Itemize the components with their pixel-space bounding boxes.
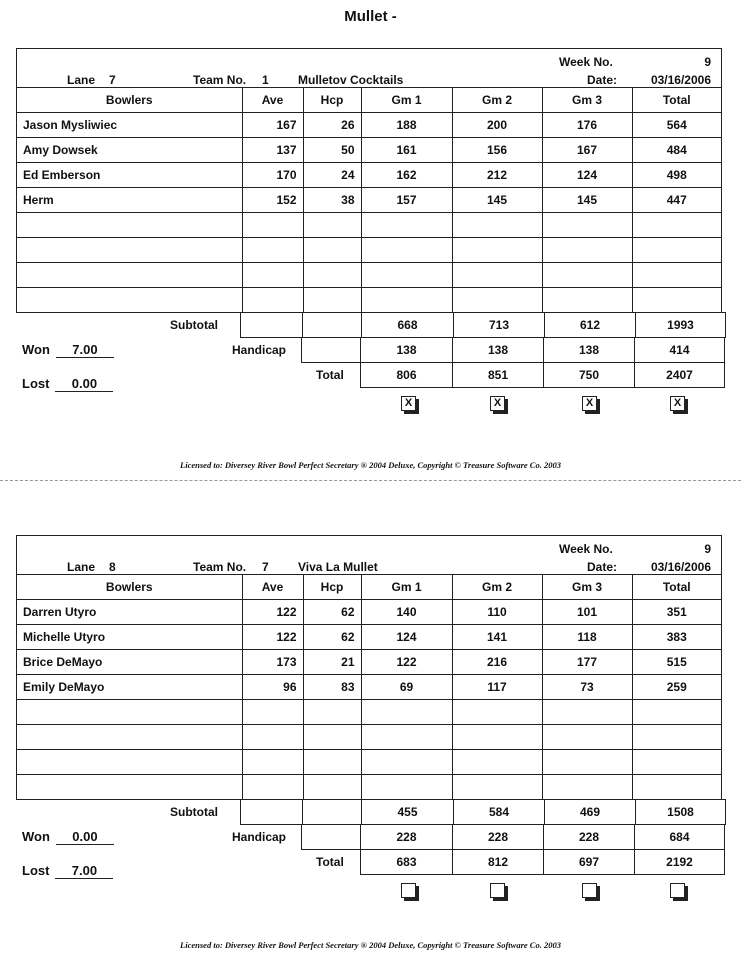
empty-cell bbox=[632, 750, 721, 775]
sheet-header bbox=[17, 49, 721, 88]
bowler-total: 564 bbox=[632, 113, 721, 138]
table-row bbox=[17, 775, 721, 800]
empty-cell bbox=[452, 750, 542, 775]
bowler-gm3: 167 bbox=[542, 138, 632, 163]
empty-cell bbox=[361, 263, 452, 288]
handicap-label: Handicap bbox=[232, 343, 287, 357]
handicap-gm2: 228 bbox=[453, 825, 544, 850]
empty-cell bbox=[452, 725, 542, 750]
team-name: Viva La Mullet bbox=[298, 560, 378, 574]
bowler-total: 498 bbox=[632, 163, 721, 188]
handicap-gm1: 138 bbox=[361, 338, 453, 363]
empty-cell bbox=[361, 750, 452, 775]
game-checkbox[interactable]: X bbox=[490, 396, 505, 411]
subtotal-row bbox=[240, 312, 726, 338]
handicap-gm3: 138 bbox=[544, 338, 635, 363]
empty-cell bbox=[303, 700, 361, 725]
total-gm2: 812 bbox=[453, 850, 544, 875]
bowler-gm3: 176 bbox=[542, 113, 632, 138]
empty-cell bbox=[542, 775, 632, 800]
score-sheet bbox=[0, 48, 741, 488]
bowler-gm1: 69 bbox=[361, 675, 452, 700]
handicap-total: 684 bbox=[635, 825, 725, 850]
game-checkbox[interactable]: X bbox=[401, 396, 416, 411]
won-field bbox=[22, 829, 114, 845]
bowler-ave: 137 bbox=[242, 138, 303, 163]
bowler-gm2: 212 bbox=[452, 163, 542, 188]
empty-cell bbox=[303, 725, 361, 750]
bowler-gm1: 162 bbox=[361, 163, 452, 188]
bowler-ave: 170 bbox=[242, 163, 303, 188]
empty-cell bbox=[242, 263, 303, 288]
bowler-hcp: 24 bbox=[303, 163, 361, 188]
handicap-blank-hcp bbox=[302, 338, 361, 363]
bowler-gm2: 141 bbox=[452, 625, 542, 650]
bowler-hcp: 62 bbox=[303, 625, 361, 650]
week-value: 9 bbox=[704, 542, 711, 556]
week-label: Week No. bbox=[559, 55, 613, 69]
table-row bbox=[17, 113, 721, 138]
empty-cell bbox=[632, 725, 721, 750]
bowler-ave: 96 bbox=[242, 675, 303, 700]
handicap-blank-hcp bbox=[302, 825, 361, 850]
bowler-hcp: 38 bbox=[303, 188, 361, 213]
bowler-hcp: 21 bbox=[303, 650, 361, 675]
bowler-hcp: 26 bbox=[303, 113, 361, 138]
handicap-total: 414 bbox=[635, 338, 725, 363]
lane-label: Lane bbox=[67, 560, 96, 574]
bowler-gm1: 124 bbox=[361, 625, 452, 650]
empty-cell bbox=[303, 238, 361, 263]
bowler-name: Herm bbox=[17, 188, 242, 213]
column-header-hcp: Hcp bbox=[303, 88, 361, 113]
bowler-gm3: 118 bbox=[542, 625, 632, 650]
empty-cell bbox=[361, 288, 452, 313]
column-header-row bbox=[17, 88, 721, 113]
bowler-total: 515 bbox=[632, 650, 721, 675]
bowler-name: Darren Utyro bbox=[17, 600, 242, 625]
score-box bbox=[16, 48, 722, 313]
column-header-ave: Ave bbox=[242, 575, 303, 600]
handicap-row bbox=[301, 824, 725, 850]
empty-cell bbox=[242, 775, 303, 800]
table-row bbox=[17, 625, 721, 650]
handicap-gm2: 138 bbox=[453, 338, 544, 363]
empty-cell bbox=[632, 213, 721, 238]
empty-cell bbox=[542, 725, 632, 750]
table-row bbox=[17, 750, 721, 775]
empty-cell bbox=[17, 725, 242, 750]
subtotal-total: 1508 bbox=[636, 800, 726, 825]
table-row bbox=[17, 188, 721, 213]
column-header-total: Total bbox=[632, 88, 721, 113]
empty-cell bbox=[361, 725, 452, 750]
table-row bbox=[17, 675, 721, 700]
bowler-gm3: 177 bbox=[542, 650, 632, 675]
lost-label: Lost bbox=[22, 863, 50, 878]
bowler-name: Jason Mysliwiec bbox=[17, 113, 242, 138]
score-box bbox=[16, 535, 722, 800]
bowler-table bbox=[17, 88, 721, 312]
bowler-gm1: 122 bbox=[361, 650, 452, 675]
empty-cell bbox=[632, 288, 721, 313]
empty-cell bbox=[542, 213, 632, 238]
column-header-gm2: Gm 2 bbox=[452, 575, 542, 600]
bowler-hcp: 83 bbox=[303, 675, 361, 700]
table-row bbox=[17, 138, 721, 163]
column-header-bowlers: Bowlers bbox=[17, 575, 242, 600]
bowler-name: Emily DeMayo bbox=[17, 675, 242, 700]
table-row bbox=[17, 213, 721, 238]
empty-cell bbox=[632, 700, 721, 725]
total-gm2: 851 bbox=[453, 363, 544, 388]
empty-cell bbox=[542, 263, 632, 288]
empty-cell bbox=[242, 725, 303, 750]
bowler-total: 447 bbox=[632, 188, 721, 213]
game-checkbox[interactable]: X bbox=[582, 396, 597, 411]
empty-cell bbox=[242, 238, 303, 263]
empty-cell bbox=[361, 213, 452, 238]
won-value: 7.00 bbox=[56, 342, 114, 358]
bowler-name: Ed Emberson bbox=[17, 163, 242, 188]
subtotal-blank-ave bbox=[241, 800, 303, 825]
total-gm1: 806 bbox=[361, 363, 453, 388]
lost-value: 7.00 bbox=[55, 863, 113, 879]
won-label: Won bbox=[22, 342, 50, 357]
bowler-gm1: 140 bbox=[361, 600, 452, 625]
bowler-total: 351 bbox=[632, 600, 721, 625]
bowler-gm2: 145 bbox=[452, 188, 542, 213]
game-checkbox[interactable] bbox=[401, 883, 416, 898]
column-header-bowlers: Bowlers bbox=[17, 88, 242, 113]
subtotal-total: 1993 bbox=[636, 313, 726, 338]
empty-cell bbox=[361, 700, 452, 725]
table-row bbox=[17, 725, 721, 750]
empty-cell bbox=[17, 213, 242, 238]
bowler-gm1: 157 bbox=[361, 188, 452, 213]
column-header-gm2: Gm 2 bbox=[452, 88, 542, 113]
bowler-gm3: 124 bbox=[542, 163, 632, 188]
game-checkbox[interactable] bbox=[490, 883, 505, 898]
table-row bbox=[17, 163, 721, 188]
column-header-ave: Ave bbox=[242, 88, 303, 113]
column-header-gm3: Gm 3 bbox=[542, 88, 632, 113]
table-row bbox=[17, 700, 721, 725]
bowler-gm3: 145 bbox=[542, 188, 632, 213]
license-text: Licensed to: Diversey River Bowl Perfect Secretary ® 2004 Deluxe, Copyright © Treasure Software Co. 2003 bbox=[180, 940, 561, 950]
column-header-hcp: Hcp bbox=[303, 575, 361, 600]
bowler-total: 259 bbox=[632, 675, 721, 700]
empty-cell bbox=[632, 775, 721, 800]
empty-cell bbox=[452, 700, 542, 725]
empty-cell bbox=[303, 288, 361, 313]
empty-cell bbox=[361, 238, 452, 263]
subtotal-row bbox=[240, 799, 726, 825]
bowler-gm2: 200 bbox=[452, 113, 542, 138]
total-gm3: 697 bbox=[544, 850, 635, 875]
team-no-label: Team No. bbox=[193, 73, 247, 87]
won-field bbox=[22, 342, 114, 358]
lane-label: Lane bbox=[67, 73, 96, 87]
lost-field bbox=[22, 376, 113, 392]
lane-value: 8 bbox=[109, 560, 116, 574]
total-row bbox=[360, 849, 725, 875]
bowler-gm3: 73 bbox=[542, 675, 632, 700]
column-header-row bbox=[17, 575, 721, 600]
week-value: 9 bbox=[704, 55, 711, 69]
empty-cell bbox=[17, 238, 242, 263]
bowler-hcp: 62 bbox=[303, 600, 361, 625]
team-no-value: 7 bbox=[262, 560, 269, 574]
bowler-gm2: 216 bbox=[452, 650, 542, 675]
empty-cell bbox=[17, 263, 242, 288]
date-value: 03/16/2006 bbox=[650, 73, 711, 87]
column-header-gm3: Gm 3 bbox=[542, 575, 632, 600]
license-text: Licensed to: Diversey River Bowl Perfect Secretary ® 2004 Deluxe, Copyright © Treasure Software Co. 2003 bbox=[180, 460, 561, 470]
subtotal-gm1: 455 bbox=[362, 800, 454, 825]
empty-cell bbox=[17, 288, 242, 313]
subtotal-gm1: 668 bbox=[362, 313, 454, 338]
won-value: 0.00 bbox=[56, 829, 114, 845]
subtotal-label: Subtotal bbox=[170, 805, 218, 819]
bowler-gm1: 161 bbox=[361, 138, 452, 163]
empty-cell bbox=[242, 213, 303, 238]
empty-cell bbox=[542, 700, 632, 725]
empty-cell bbox=[242, 700, 303, 725]
empty-cell bbox=[452, 263, 542, 288]
empty-cell bbox=[452, 213, 542, 238]
column-header-total: Total bbox=[632, 575, 721, 600]
date-value: 03/16/2006 bbox=[650, 560, 711, 574]
empty-cell bbox=[542, 750, 632, 775]
empty-cell bbox=[632, 263, 721, 288]
bowler-gm2: 117 bbox=[452, 675, 542, 700]
bowler-ave: 152 bbox=[242, 188, 303, 213]
empty-cell bbox=[303, 750, 361, 775]
table-row bbox=[17, 238, 721, 263]
column-header-gm1: Gm 1 bbox=[361, 575, 452, 600]
bowler-name: Michelle Utyro bbox=[17, 625, 242, 650]
empty-cell bbox=[303, 263, 361, 288]
bowler-total: 383 bbox=[632, 625, 721, 650]
table-row bbox=[17, 288, 721, 313]
subtotal-gm2: 713 bbox=[454, 313, 545, 338]
subtotal-label: Subtotal bbox=[170, 318, 218, 332]
total-total: 2407 bbox=[635, 363, 725, 388]
subtotal-blank-hcp bbox=[303, 313, 362, 338]
table-row bbox=[17, 600, 721, 625]
lost-label: Lost bbox=[22, 376, 50, 391]
empty-cell bbox=[17, 750, 242, 775]
bowler-ave: 122 bbox=[242, 600, 303, 625]
total-label: Total bbox=[316, 855, 344, 869]
date-label: Date: bbox=[587, 560, 618, 574]
game-checkbox[interactable] bbox=[582, 883, 597, 898]
bowler-ave: 173 bbox=[242, 650, 303, 675]
handicap-label: Handicap bbox=[232, 830, 287, 844]
team-name: Mulletov Cocktails bbox=[298, 73, 404, 87]
bowler-total: 484 bbox=[632, 138, 721, 163]
empty-cell bbox=[303, 213, 361, 238]
handicap-gm3: 228 bbox=[544, 825, 635, 850]
team-no-value: 1 bbox=[262, 73, 269, 87]
bowler-gm2: 156 bbox=[452, 138, 542, 163]
empty-cell bbox=[452, 775, 542, 800]
week-label: Week No. bbox=[559, 542, 613, 556]
total-total: 2192 bbox=[635, 850, 725, 875]
team-no-label: Team No. bbox=[193, 560, 247, 574]
empty-cell bbox=[632, 238, 721, 263]
subtotal-blank-hcp bbox=[303, 800, 362, 825]
empty-cell bbox=[17, 775, 242, 800]
empty-cell bbox=[361, 775, 452, 800]
bowler-name: Amy Dowsek bbox=[17, 138, 242, 163]
empty-cell bbox=[542, 288, 632, 313]
bowler-table bbox=[17, 575, 721, 799]
column-header-gm1: Gm 1 bbox=[361, 88, 452, 113]
handicap-gm1: 228 bbox=[361, 825, 453, 850]
sheet-header bbox=[17, 536, 721, 575]
handicap-row bbox=[301, 337, 725, 363]
empty-cell bbox=[542, 238, 632, 263]
score-sheet bbox=[0, 535, 741, 975]
bowler-gm3: 101 bbox=[542, 600, 632, 625]
subtotal-gm3: 469 bbox=[545, 800, 636, 825]
game-checkbox[interactable]: X bbox=[670, 396, 685, 411]
table-row bbox=[17, 650, 721, 675]
bowler-ave: 122 bbox=[242, 625, 303, 650]
total-gm3: 750 bbox=[544, 363, 635, 388]
bowler-gm2: 110 bbox=[452, 600, 542, 625]
empty-cell bbox=[303, 775, 361, 800]
empty-cell bbox=[17, 700, 242, 725]
total-gm1: 683 bbox=[361, 850, 453, 875]
date-label: Date: bbox=[587, 73, 618, 87]
subtotal-gm3: 612 bbox=[545, 313, 636, 338]
total-row bbox=[360, 362, 725, 388]
empty-cell bbox=[242, 288, 303, 313]
table-row bbox=[17, 263, 721, 288]
lane-value: 7 bbox=[109, 73, 116, 87]
total-label: Total bbox=[316, 368, 344, 382]
cut-line bbox=[0, 480, 741, 481]
empty-cell bbox=[452, 288, 542, 313]
bowler-hcp: 50 bbox=[303, 138, 361, 163]
lost-field bbox=[22, 863, 113, 879]
bowler-ave: 167 bbox=[242, 113, 303, 138]
page-title: Mullet - bbox=[344, 8, 397, 25]
subtotal-blank-ave bbox=[241, 313, 303, 338]
won-label: Won bbox=[22, 829, 50, 844]
bowler-name: Brice DeMayo bbox=[17, 650, 242, 675]
empty-cell bbox=[452, 238, 542, 263]
bowler-gm1: 188 bbox=[361, 113, 452, 138]
empty-cell bbox=[242, 750, 303, 775]
game-checkbox[interactable] bbox=[670, 883, 685, 898]
lost-value: 0.00 bbox=[55, 376, 113, 392]
subtotal-gm2: 584 bbox=[454, 800, 545, 825]
